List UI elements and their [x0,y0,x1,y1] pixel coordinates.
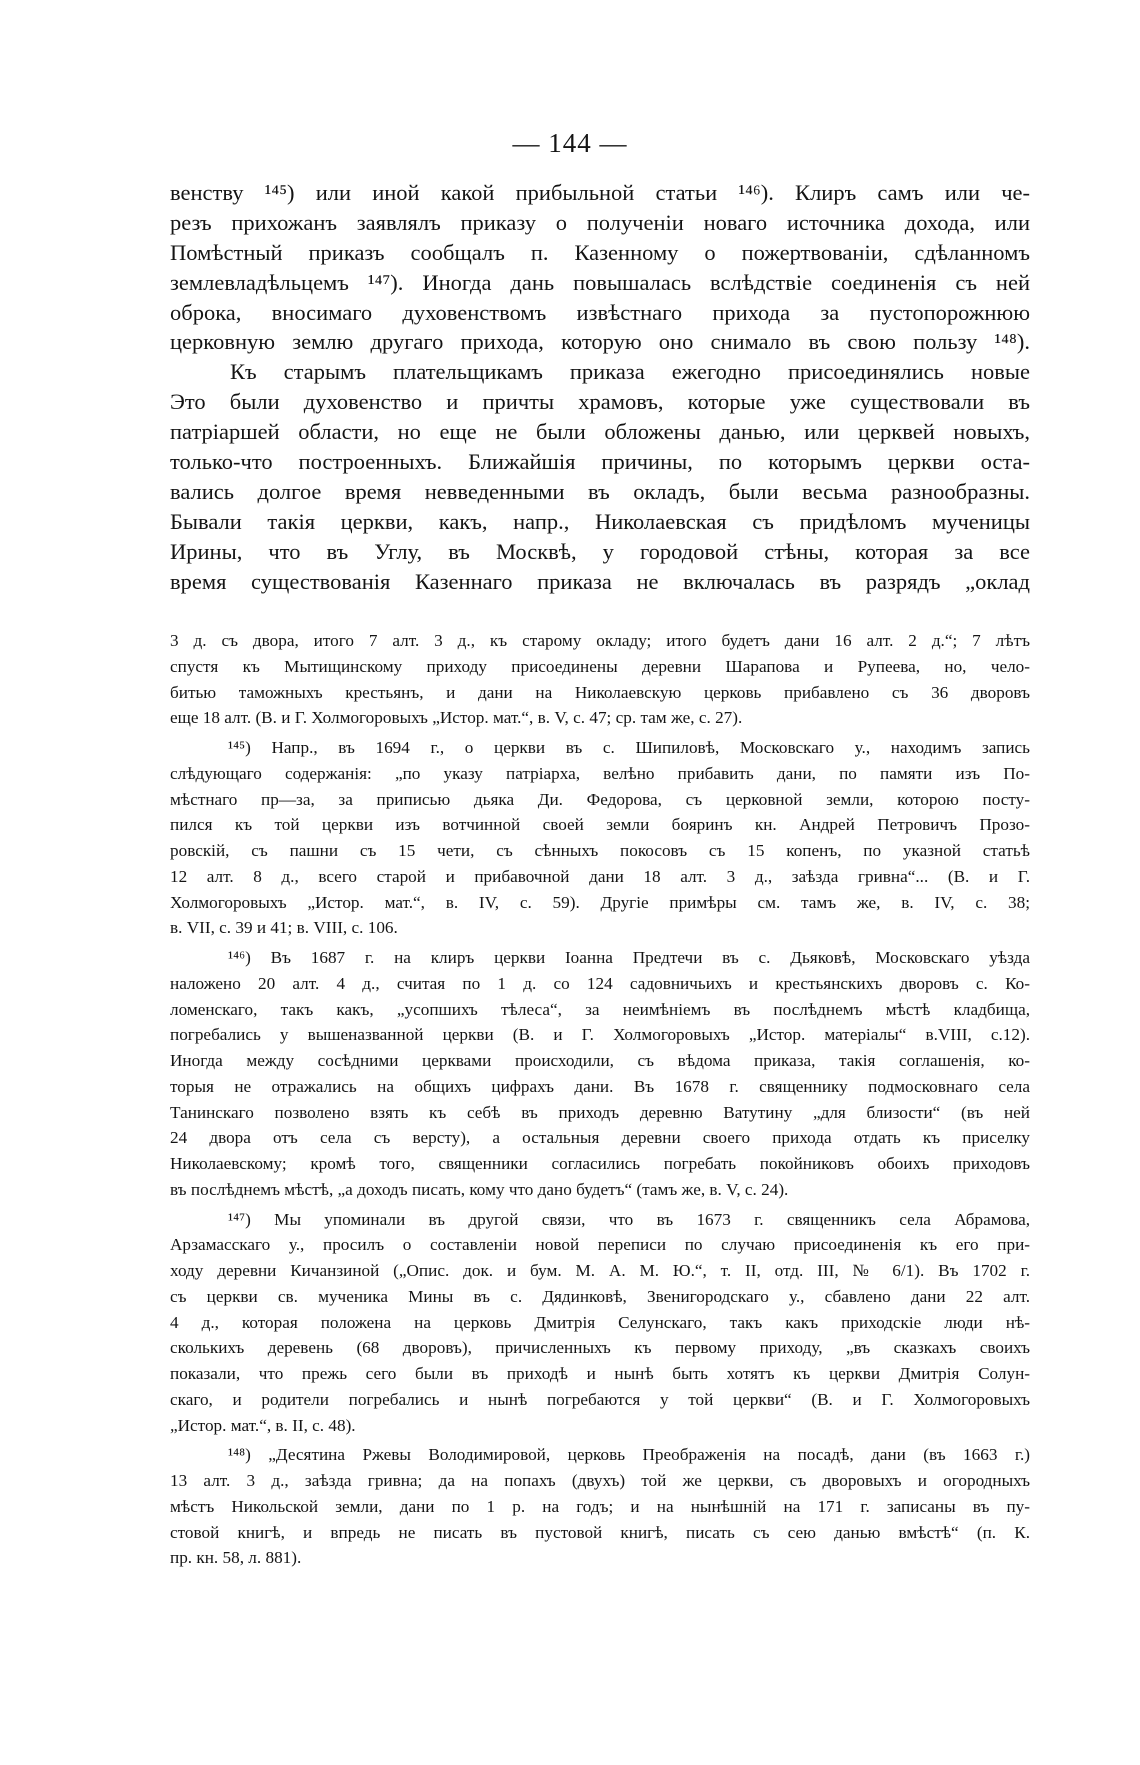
footnote-line: 12 алт. 8 д., всего старой и прибавочной дани 18 алт. 3 д., заѣзда гривна“... (В. и Г. [170,866,1030,886]
footnote-line: ¹⁴⁸) „Десятина Ржевы Володимировой, церковь Преображенія на посадѣ, дани (въ 1663 г.) [228,1445,1030,1465]
main-text-line: Это были духовенство и причты храмовъ, которые уже существовали въ [170,389,1030,415]
footnote-line: ¹⁴⁷) Мы упоминали въ другой связи, что въ 1673 г. священникъ села Абрамова, [228,1209,1030,1229]
footnote-line: въ послѣднемъ мѣстѣ, „а доходъ писать, кому что дано будетъ“ (тамъ же, в. V, с. 24). [170,1179,789,1199]
main-text-line: патріаршей области, но еще не были обложены данью, или церквей новыхъ, [170,419,1030,445]
footnote-line: ровскій, съ пашни съ 15 чети, съ сѣнныхъ покосовъ съ 15 копенъ, по указной статьѣ [170,841,1030,860]
page-number: — 144 — [512,128,628,158]
footnote-line: Танинскаго позволено взять къ себѣ въ приходъ деревню Ватутину „для близости“ (въ ней [170,1102,1030,1122]
footnote-line: спустя къ Мытищинскому приходу присоединены деревни Шарапова и Рупеева, но, чело- [170,656,1030,676]
footnote-line: сколькихъ деревень (68 дворовъ), причисленныхъ къ первому приходу, „въ сказкахъ своихъ [170,1338,1030,1358]
footnote-line: Николаевскому; кромѣ того, священники согласились погребать покойниковъ обоихъ приходовъ [170,1154,1030,1173]
main-text-line: вались долгое время невведенными въ окладъ, были весьма разнообразны. [170,478,1030,504]
footnote-line: показали, что прежь сего были въ приходѣ и нынѣ быть хотятъ къ церкви Дмитрія Солун- [170,1364,1030,1383]
footnote-line: „Истор. мат.“, в. II, с. 48). [170,1415,356,1435]
footnote-line: ¹⁴⁵) Напр., въ 1694 г., о церкви въ с. Шипиловѣ, Московскаго у., находимъ запись [228,738,1030,757]
main-text-line: церковную землю другаго прихода, которую оно снимало въ свою пользу ¹⁴⁸). [170,329,1030,355]
footnote-145 [170,735,1030,941]
footnote-line: 13 алт. 3 д., заѣзда гривна; да на попахъ (двухъ) той же церкви, съ дворовыхъ и огородныхъ [170,1471,1030,1490]
main-text-line: только-что построенныхъ. Ближайшія причины, по которымъ церкви оста- [170,449,1030,475]
footnote-line: пр. кн. 58, л. 881). [170,1548,302,1568]
footnote-line: съ церкви св. мученика Мины въ с. Дядинковѣ, Звенигородскаго у., сбавлено дани 22 алт. [170,1286,1030,1306]
footnote-line: еще 18 алт. (В. и Г. Холмогоровыхъ „Истор. мат.“, в. V, с. 47; ср. там же, с. 27). [170,708,743,728]
main-text-line: Ирины, что въ Углу, въ Москвѣ, у городовой стѣны, которая за все [170,538,1030,564]
footnotes [170,628,1030,1571]
footnote-line: мѣстъ Никольской земли, дани по 1 р. на годъ; и на нынѣшній на 171 г. записаны въ пу- [170,1496,1030,1516]
main-text-line: оброка, вносимаго духовенствомъ извѣстнаго прихода за пустопорожнюю [170,299,1030,325]
main-text-line: резъ прихожанъ заявлялъ приказу о полученіи новаго источника дохода, или [170,209,1030,235]
footnote-line: торыя не отражались на общихъ цифрахъ дани. Въ 1678 г. священнику подмосковнаго села [170,1076,1030,1096]
footnote-line: ломенскаго, такъ какъ, „усопшихъ тѣлеса“, за неимѣніемъ въ послѣднемъ мѣстѣ кладбища, [170,999,1030,1019]
footnote-line: Холмогоровыхъ „Истор. мат.“, в. IV, с. 59). Другіе примѣры см. тамъ же, в. IV, с. 38; [170,892,1030,912]
main-text-line: время существованія Казеннаго приказа не включалась въ разрядъ „оклад [170,568,1030,594]
footnote-line: ходу деревни Кичанзиной („Опис. док. и бум. М. А. М. Ю.“, т. II, отд. III, № 6/1). Въ 1702 г. [170,1261,1030,1280]
footnote-line: слѣдующаго содержанія: „по указу патріарха, велѣно прибавить дани, по памяти изъ По- [170,763,1030,783]
footnote-line: 4 д., которая положена на церковь Дмитрія Селунскаго, такъ какъ приходскіе люди нѣ- [170,1312,1030,1332]
main-text-line: Помѣстный приказъ сообщалъ п. Казенному о пожертвованіи, сдѣланномъ [170,239,1030,265]
main-text-line: венству ¹⁴⁵) или иной какой прибыльной статьи ¹⁴⁶). Клиръ самъ или че- [170,180,1030,205]
footnote-line: Арзамасскаго у., просилъ о составленіи новой переписи по случаю присоединенія къ его при- [170,1235,1030,1255]
footnote-line: битью таможныхъ крестьянъ, и дани на Николаевскую церковь прибавлено съ 36 дворовъ [170,682,1030,702]
footnote-line: скаго, и родители погребались и нынѣ погребаются у той церкви“ (В. и Г. Холмогоровыхъ [170,1389,1030,1409]
footnote-line: Иногда между сосѣдними церквами происходили, съ вѣдома приказа, такія соглашенія, ко- [170,1051,1030,1070]
footnote-line: в. VII, с. 39 и 41; в. VIII, с. 106. [170,918,398,938]
footnote-line: наложено 20 алт. 4 д., считая по 1 д. со 124 садовничьихъ и крестьянскихъ дворовъ с. Ко- [170,973,1030,993]
footnote-147 [170,1207,1030,1439]
footnote-line: стовой книгѣ, и впредь не писать въ пустовой книгѣ, писать съ сею данью вмѣстѣ“ (п. К. [170,1522,1030,1542]
footnote-line: пился къ той церкви изъ вотчинной своей земли бояринъ кн. Андрей Петровичъ Прозо- [170,815,1030,835]
main-text [170,178,1030,596]
main-text-line: землевладѣльцемъ ¹⁴⁷). Иногда дань повышалась вслѣдствіе соединенія съ ней [170,269,1030,295]
footnote-146 [170,945,1030,1203]
footnote-line: ¹⁴⁶) Въ 1687 г. на клиръ церкви Іоанна Предтечи въ с. Дьяковѣ, Московскаго уѣзда [228,948,1030,967]
main-text-line: Бывали такія церкви, какъ, напр., Николаевская съ придѣломъ мученицы [170,508,1030,534]
footnote-continuation [170,628,1030,731]
footnote-line: мѣстнаго пр—за, за приписью дьяка Ди. Федорова, съ церковной земли, которою посту- [170,789,1030,809]
footnote-line: погребались у вышеназванной церкви (В. и Г. Холмогоровыхъ „Истор. матеріалы“ в.VIII, с.12). [170,1025,1030,1045]
footnote-line: 24 двора отъ села съ версту), а остальныя деревни своего прихода отдать къ приселку [170,1128,1030,1148]
footnote-line: 3 д. съ двора, итого 7 алт. 3 д., къ старому окладу; итого будетъ дани 16 алт. 2 д.“; 7 лѣтъ [170,631,1030,650]
footnote-148 [170,1442,1030,1571]
main-text-line: Къ старымъ плательщикамъ приказа ежегодно присоединялись новые [230,359,1030,385]
